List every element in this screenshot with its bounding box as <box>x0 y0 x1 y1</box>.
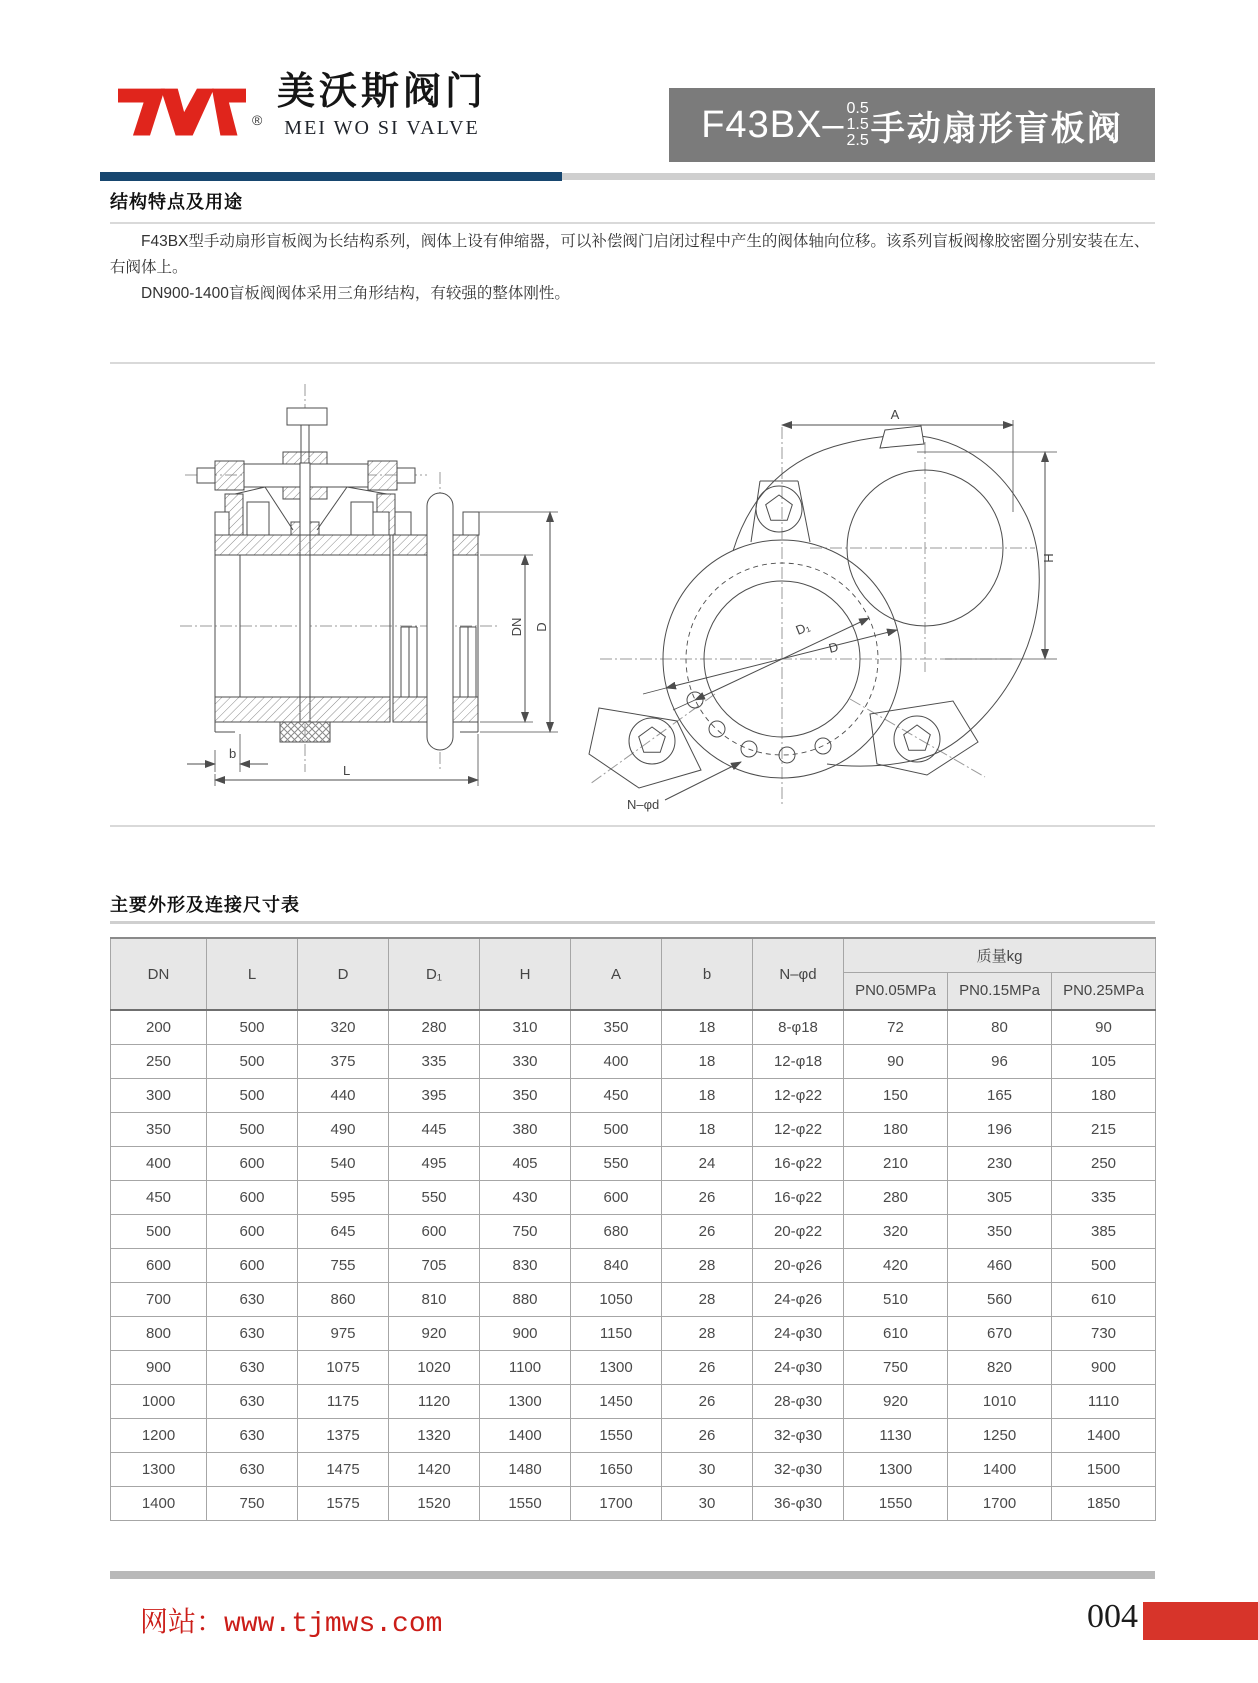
header-divider-blue <box>100 172 562 181</box>
table-cell: 1020 <box>389 1350 480 1384</box>
table-cell: 440 <box>298 1078 389 1112</box>
table-cell: 500 <box>571 1112 662 1146</box>
table-cell: 1650 <box>571 1452 662 1486</box>
footer-red-block <box>1143 1602 1258 1640</box>
table-cell: 630 <box>207 1384 298 1418</box>
table-cell: 830 <box>480 1248 571 1282</box>
weight-column-header: PN0.25MPa <box>1052 972 1156 1010</box>
table-cell: 32-φ30 <box>753 1418 844 1452</box>
product-title-bar <box>669 88 1155 162</box>
table-cell: 350 <box>948 1214 1052 1248</box>
features-text <box>110 229 1158 307</box>
table-cell: 600 <box>111 1248 207 1282</box>
table-cell: 1000 <box>111 1384 207 1418</box>
table-cell: 26 <box>662 1180 753 1214</box>
table-cell: 1075 <box>298 1350 389 1384</box>
website-label: 网站： <box>140 1606 225 1637</box>
table-cell: 1475 <box>298 1452 389 1486</box>
table-cell: 320 <box>844 1214 948 1248</box>
table-cell: 180 <box>844 1112 948 1146</box>
table-cell: 16-φ22 <box>753 1146 844 1180</box>
table-cell: 18 <box>662 1044 753 1078</box>
table-cell: 80 <box>948 1010 1052 1044</box>
column-header: H <box>480 938 571 1010</box>
website-url: www.tjmws.com <box>224 1609 443 1640</box>
column-header: L <box>207 938 298 1010</box>
table-cell: 196 <box>948 1112 1052 1146</box>
table-cell: 24-φ26 <box>753 1282 844 1316</box>
valve-section-drawing <box>165 372 565 817</box>
table-cell: 28 <box>662 1316 753 1350</box>
table-cell: 1375 <box>298 1418 389 1452</box>
table-cell: 24-φ30 <box>753 1350 844 1384</box>
table-cell: 200 <box>111 1010 207 1044</box>
table-row <box>111 1044 1156 1078</box>
table-row <box>111 1384 1156 1418</box>
table-cell: 30 <box>662 1486 753 1520</box>
registered-mark: ® <box>252 112 263 128</box>
table-cell: 600 <box>389 1214 480 1248</box>
table-row <box>111 1316 1156 1350</box>
table-cell: 600 <box>571 1180 662 1214</box>
table-cell: 1300 <box>844 1452 948 1486</box>
table-cell: 1320 <box>389 1418 480 1452</box>
table-row <box>111 1078 1156 1112</box>
dim-label-n-phi-d: N–φd <box>627 797 660 812</box>
dimensions-table-body <box>111 1010 1156 1520</box>
table-cell: 400 <box>571 1044 662 1078</box>
table-cell: 500 <box>207 1078 298 1112</box>
pressure-rating: 1.5 <box>846 116 869 133</box>
dim-label-b: b <box>229 746 237 761</box>
table-cell: 180 <box>1052 1078 1156 1112</box>
table-cell: 430 <box>480 1180 571 1214</box>
table-cell: 90 <box>844 1044 948 1078</box>
footer-bar <box>110 1571 1155 1579</box>
table-cell: 645 <box>298 1214 389 1248</box>
dim-label-dn: DN <box>509 617 524 637</box>
table-cell: 335 <box>389 1044 480 1078</box>
table-cell: 320 <box>298 1010 389 1044</box>
weight-column-header: PN0.15MPa <box>948 972 1052 1010</box>
table-cell: 1110 <box>1052 1384 1156 1418</box>
table-cell: 26 <box>662 1350 753 1384</box>
table-cell: 1520 <box>389 1486 480 1520</box>
valve-front-drawing <box>565 372 1157 817</box>
table-cell: 230 <box>948 1146 1052 1180</box>
column-header: D <box>298 938 389 1010</box>
table-cell: 1550 <box>844 1486 948 1520</box>
table-row <box>111 1282 1156 1316</box>
table-cell: 96 <box>948 1044 1052 1078</box>
table-cell: 750 <box>480 1214 571 1248</box>
column-header: b <box>662 938 753 1010</box>
table-row <box>111 1248 1156 1282</box>
table-cell: 750 <box>844 1350 948 1384</box>
table-cell: 1120 <box>389 1384 480 1418</box>
table-cell: 500 <box>1052 1248 1156 1282</box>
table-cell: 12-φ22 <box>753 1078 844 1112</box>
table-cell: 28 <box>662 1282 753 1316</box>
features-paragraph: DN900-1400盲板阀阀体采用三角形结构，有较强的整体刚性。 <box>141 285 570 302</box>
table-cell: 1550 <box>571 1418 662 1452</box>
table-cell: 840 <box>571 1248 662 1282</box>
table-row <box>111 1350 1156 1384</box>
table-cell: 1050 <box>571 1282 662 1316</box>
table-cell: 30 <box>662 1452 753 1486</box>
table-cell: 550 <box>389 1180 480 1214</box>
table-cell: 395 <box>389 1078 480 1112</box>
table-row <box>111 1146 1156 1180</box>
table-cell: 1550 <box>480 1486 571 1520</box>
table-cell: 510 <box>844 1282 948 1316</box>
column-header: A <box>571 938 662 1010</box>
table-cell: 305 <box>948 1180 1052 1214</box>
table-cell: 630 <box>207 1316 298 1350</box>
brand-name-en: MEI WO SI VALVE <box>284 117 480 139</box>
table-cell: 1010 <box>948 1384 1052 1418</box>
column-header: D₁ <box>389 938 480 1010</box>
table-cell: 1480 <box>480 1452 571 1486</box>
table-cell: 900 <box>480 1316 571 1350</box>
table-cell: 705 <box>389 1248 480 1282</box>
table-cell: 1400 <box>948 1452 1052 1486</box>
table-cell: 490 <box>298 1112 389 1146</box>
table-cell: 880 <box>480 1282 571 1316</box>
table-heading-underline <box>110 921 1155 924</box>
brand-block <box>266 60 498 140</box>
table-cell: 700 <box>111 1282 207 1316</box>
table-cell: 500 <box>207 1112 298 1146</box>
table-cell: 310 <box>480 1010 571 1044</box>
table-cell: 400 <box>111 1146 207 1180</box>
table-cell: 420 <box>844 1248 948 1282</box>
table-cell: 28-φ30 <box>753 1384 844 1418</box>
dim-label-h: H <box>1041 553 1056 563</box>
table-cell: 1300 <box>111 1452 207 1486</box>
features-paragraph: F43BX型手动扇形盲板阀为长结构系列，阀体上设有伸缩器，可以补偿阀门启闭过程中产生的阀体轴向位移。该系列盲板阀橡胶密圈分别安装在左、右阀体上。 <box>110 233 1150 276</box>
table-cell: 550 <box>571 1146 662 1180</box>
table-cell: 18 <box>662 1078 753 1112</box>
table-cell: 1450 <box>571 1384 662 1418</box>
table-cell: 595 <box>298 1180 389 1214</box>
table-cell: 1175 <box>298 1384 389 1418</box>
table-cell: 1300 <box>571 1350 662 1384</box>
table-cell: 820 <box>948 1350 1052 1384</box>
table-row <box>111 1112 1156 1146</box>
table-cell: 32-φ30 <box>753 1452 844 1486</box>
column-header: DN <box>111 938 207 1010</box>
table-cell: 560 <box>948 1282 1052 1316</box>
section-rule <box>110 825 1155 827</box>
table-cell: 750 <box>207 1486 298 1520</box>
table-cell: 920 <box>844 1384 948 1418</box>
table-cell: 330 <box>480 1044 571 1078</box>
table-cell: 165 <box>948 1078 1052 1112</box>
table-cell: 1700 <box>948 1486 1052 1520</box>
table-cell: 215 <box>1052 1112 1156 1146</box>
table-cell: 1130 <box>844 1418 948 1452</box>
page-number: 004 <box>1087 1598 1138 1635</box>
table-row <box>111 1486 1156 1520</box>
dim-label-d: D <box>534 622 549 632</box>
brand-logo-icon <box>118 84 246 138</box>
table-cell: 1300 <box>480 1384 571 1418</box>
dim-label-d1: D₁ <box>793 618 812 638</box>
header-divider-gray <box>562 173 1155 180</box>
table-cell: 250 <box>111 1044 207 1078</box>
table-cell: 1420 <box>389 1452 480 1486</box>
table-cell: 380 <box>480 1112 571 1146</box>
table-cell: 800 <box>111 1316 207 1350</box>
table-cell: 680 <box>571 1214 662 1248</box>
table-cell: 610 <box>1052 1282 1156 1316</box>
table-cell: 630 <box>207 1418 298 1452</box>
table-cell: 1400 <box>480 1418 571 1452</box>
table-cell: 385 <box>1052 1214 1156 1248</box>
table-cell: 1400 <box>1052 1418 1156 1452</box>
table-cell: 350 <box>480 1078 571 1112</box>
table-cell: 375 <box>298 1044 389 1078</box>
table-cell: 24-φ30 <box>753 1316 844 1350</box>
table-cell: 540 <box>298 1146 389 1180</box>
table-cell: 280 <box>389 1010 480 1044</box>
table-cell: 1700 <box>571 1486 662 1520</box>
table-cell: 36-φ30 <box>753 1486 844 1520</box>
weight-group-header: 质量kg <box>844 938 1156 972</box>
table-cell: 600 <box>207 1214 298 1248</box>
weight-column-header: PN0.05MPa <box>844 972 948 1010</box>
table-cell: 610 <box>844 1316 948 1350</box>
table-cell: 12-φ22 <box>753 1112 844 1146</box>
table-cell: 16-φ22 <box>753 1180 844 1214</box>
pressure-ratings <box>847 101 869 149</box>
table-cell: 150 <box>844 1078 948 1112</box>
table-cell: 105 <box>1052 1044 1156 1078</box>
table-cell: 730 <box>1052 1316 1156 1350</box>
table-cell: 300 <box>111 1078 207 1112</box>
table-cell: 1500 <box>1052 1452 1156 1486</box>
table-cell: 600 <box>207 1146 298 1180</box>
table-cell: 460 <box>948 1248 1052 1282</box>
table-cell: 1850 <box>1052 1486 1156 1520</box>
table-cell: 1200 <box>111 1418 207 1452</box>
product-name: 手动扇形盲板阀 <box>870 109 1123 148</box>
heading-underline <box>110 222 1155 224</box>
table-cell: 860 <box>298 1282 389 1316</box>
table-cell: 900 <box>1052 1350 1156 1384</box>
table-cell: 975 <box>298 1316 389 1350</box>
table-cell: 405 <box>480 1146 571 1180</box>
dim-label-d: D <box>827 639 840 656</box>
table-cell: 1250 <box>948 1418 1052 1452</box>
table-cell: 8-φ18 <box>753 1010 844 1044</box>
brand-name-cn: 美沃斯阀门 <box>276 68 487 113</box>
table-cell: 920 <box>389 1316 480 1350</box>
table-cell: 20-φ22 <box>753 1214 844 1248</box>
table-row <box>111 1418 1156 1452</box>
table-cell: 335 <box>1052 1180 1156 1214</box>
section-rule <box>110 362 1155 364</box>
column-header: N–φd <box>753 938 844 1010</box>
table-cell: 495 <box>389 1146 480 1180</box>
table-cell: 600 <box>207 1248 298 1282</box>
table-cell: 630 <box>207 1282 298 1316</box>
table-cell: 670 <box>948 1316 1052 1350</box>
table-cell: 900 <box>111 1350 207 1384</box>
product-model: F43BX– <box>701 103 845 146</box>
table-cell: 450 <box>571 1078 662 1112</box>
table-cell: 18 <box>662 1112 753 1146</box>
table-row <box>111 1180 1156 1214</box>
table-cell: 72 <box>844 1010 948 1044</box>
table-cell: 500 <box>207 1010 298 1044</box>
website-text <box>140 1600 442 1640</box>
table-cell: 500 <box>111 1214 207 1248</box>
table-cell: 350 <box>111 1112 207 1146</box>
table-cell: 600 <box>207 1180 298 1214</box>
table-cell: 630 <box>207 1350 298 1384</box>
table-cell: 1400 <box>111 1486 207 1520</box>
table-cell: 755 <box>298 1248 389 1282</box>
dim-label-a: A <box>890 407 900 422</box>
dim-label-l: L <box>343 763 351 778</box>
table-cell: 445 <box>389 1112 480 1146</box>
table-cell: 20-φ26 <box>753 1248 844 1282</box>
table-cell: 210 <box>844 1146 948 1180</box>
table-cell: 12-φ18 <box>753 1044 844 1078</box>
table-cell: 500 <box>207 1044 298 1078</box>
table-cell: 26 <box>662 1214 753 1248</box>
table-cell: 1100 <box>480 1350 571 1384</box>
table-cell: 90 <box>1052 1010 1156 1044</box>
table-cell: 26 <box>662 1384 753 1418</box>
table-cell: 450 <box>111 1180 207 1214</box>
table-cell: 26 <box>662 1418 753 1452</box>
table-cell: 18 <box>662 1010 753 1044</box>
features-heading: 结构特点及用途 <box>110 192 243 212</box>
pressure-rating: 0.5 <box>846 100 869 117</box>
table-cell: 24 <box>662 1146 753 1180</box>
pressure-rating: 2.5 <box>846 132 869 149</box>
table-cell: 1150 <box>571 1316 662 1350</box>
table-cell: 250 <box>1052 1146 1156 1180</box>
dimensions-table <box>110 937 1156 1521</box>
table-cell: 630 <box>207 1452 298 1486</box>
table-cell: 280 <box>844 1180 948 1214</box>
table-cell: 28 <box>662 1248 753 1282</box>
table-row <box>111 1010 1156 1044</box>
table-row <box>111 1214 1156 1248</box>
table-cell: 810 <box>389 1282 480 1316</box>
table-row <box>111 1452 1156 1486</box>
table-heading: 主要外形及连接尺寸表 <box>110 895 300 915</box>
table-cell: 350 <box>571 1010 662 1044</box>
table-cell: 1575 <box>298 1486 389 1520</box>
